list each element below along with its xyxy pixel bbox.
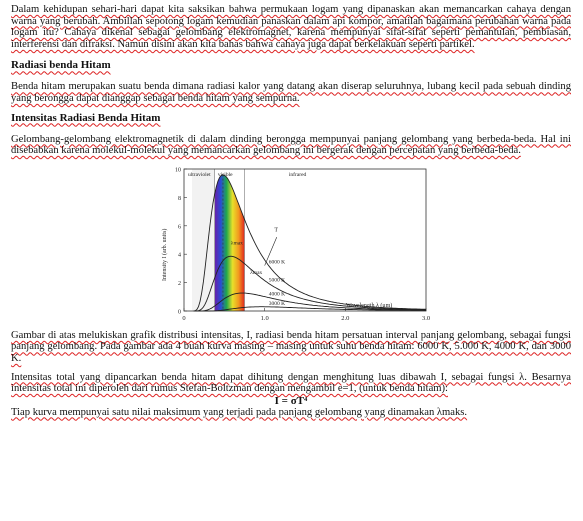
- x-tick-label: 1.0: [260, 314, 269, 322]
- y-tick-label: 0: [178, 309, 181, 316]
- heading-radiasi-benda-hitam: Radiasi benda Hitam: [11, 59, 111, 72]
- total-intensity-paragraph: Intensitas total yang dipancarkan benda hitam dapat dihitung dengan menghitung luas dibawah I, sebagai fungsi λ. Besarnya intensitas total ini diperoleh dari rumus Stefan-Boltzman dengan mengambil e=1, (untuk benda hitam):: [11, 371, 571, 395]
- document-page: [11, 4, 571, 418]
- ultraviolet-label: ultraviolet: [188, 171, 211, 178]
- stefan-boltzmann-formula: I = σT⁴: [274, 394, 308, 407]
- lambda-max-label: λmax: [250, 269, 263, 276]
- caption-paragraph: Gambar di atas melukiskan grafik distribusi intensitas, I, radiasi benda hitam persatuan interval panjang gelombang, sebagai fungsi panjang gelombang. Pada gambar ada 4 buah kurva masing – masing untuk suhu benda hitam: 6000 K, 5.000 K, 4000 K, dan 3000 K.: [11, 329, 571, 364]
- x-tick-label: 2.0: [341, 314, 350, 322]
- visible-label: visible: [217, 171, 233, 178]
- waves-paragraph: Gelombang-gelombang elektromagnetik di dalam dinding berongga mempunyai panjang gelombang yang berbeda-beda. Hal ini disebabkan karena molekul-molekul yang memancarkan gelombang ini bergerak dengan percepatan yang berbeda-beda.: [11, 133, 571, 157]
- ultraviolet-band: [192, 169, 215, 311]
- blackbody-chart: [156, 161, 438, 326]
- curve-label: 6000 K: [268, 259, 286, 266]
- intro-paragraph: Dalam kehidupan sehari-hari dapat kita saksikan bahwa permukaan logam yang dipanaskan akan memancarkan cahaya dengan warna yang berubah. Ambillah sepotong logam kemudian panaskan dalam api kompor, amatilah bagaimana perubahan warna pada logam itu? Cahaya dikenal sebagai gelombang elektromagnet, karena mempunyai sifat-sifat seperti pemantulan, pembiasan, interferensi dan difraksi. Namun disini akan kita bahas bahwa cahaya juga dapat berkelakuan seperti partikel.: [11, 4, 571, 50]
- infrared-label: infrared: [288, 171, 307, 178]
- curve-label: 3000 K: [268, 300, 286, 307]
- y-tick-label: 10: [175, 167, 181, 174]
- x-tick-label: 3.0: [421, 314, 431, 322]
- blackbody-paragraph: Benda hitam merupakan suatu benda dimana radiasi kalor yang datang akan diserap seluruhnya, lubang kecil pada sebuah dinding yang berongga dapat dianggap sebagai benda hitam yang sempurna.: [11, 81, 571, 104]
- heading-intensitas: Intensitas Radiasi Benda Hitam: [11, 111, 161, 124]
- x-tick-label: 0: [182, 314, 186, 322]
- curve-label: 4000 K: [268, 291, 286, 298]
- lambda-max-paragraph: Tiap kurva mempunyai satu nilai maksimum yang terjadi pada panjang gelombang yang dinamakan λmaks.: [11, 406, 468, 418]
- x-axis-label: Wavelength λ (μm): [346, 302, 393, 309]
- y-tick-label: 4: [178, 252, 181, 259]
- curve-label: 5000 K: [268, 277, 286, 284]
- blackbody-chart-svg: [156, 161, 438, 326]
- y-tick-label: 8: [178, 195, 181, 202]
- lambda-max-label: λmax: [230, 240, 243, 247]
- y-axis-label: Intensity I (arb. units): [162, 228, 168, 281]
- y-tick-label: 6: [178, 224, 181, 231]
- temperature-arrow-label: T: [274, 227, 279, 234]
- y-tick-label: 2: [178, 280, 181, 287]
